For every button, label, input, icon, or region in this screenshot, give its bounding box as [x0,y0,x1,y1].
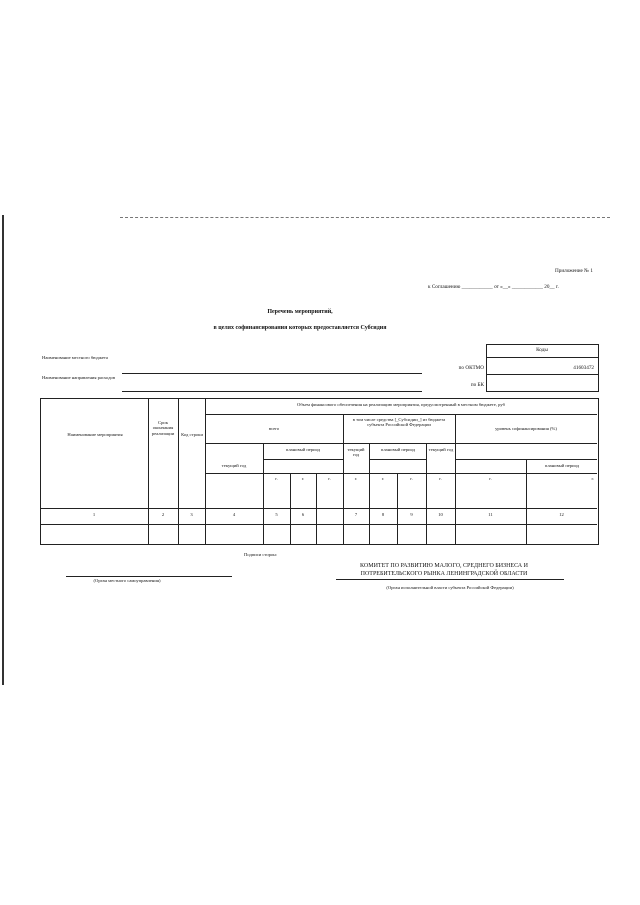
col-term-header: Срок окончания реализации [151,420,175,436]
measures-table [40,398,599,545]
col-level-header: уровень софинансирования (%) [495,426,557,431]
planned-period-total: плановый период [285,447,321,452]
table-vline [369,443,370,544]
table-vline [290,473,291,544]
budget-label: Наименование местного бюджета [42,355,108,360]
table-vline [148,398,149,544]
year-cell: г. [275,476,278,481]
col-name-header: Наименование мероприятия [67,432,123,437]
committee-name: КОМИТЕТ ПО РАЗВИТИЮ МАЛОГО, СРЕДНЕГО БИЗНЕСА И ПОТРЕБИТЕЛЬСКОГО РЫНКА ЛЕНИНГРАДСКОЙ ОБЛАСТИ [360,563,528,577]
local-sign-line [66,576,232,577]
table-hline [205,414,597,415]
table-vline [526,459,527,544]
planned-period-incl: плановый период [380,447,416,452]
agreement-ref: к Соглашению ____________ от «__» ____________ 20__ г. [428,284,559,290]
bk-label: по БК [470,382,484,388]
col-number: 4 [232,512,236,517]
year-cell: г. [591,476,594,481]
planned-period-level: плановый период [544,463,580,468]
table-hline [369,459,426,460]
title-line2: в целях софинансирования которых предоставляется Субсидия [213,325,387,331]
col-number: 9 [410,512,413,517]
col-number: 12 [559,512,564,517]
oktmo-label: по ОКТМО [458,365,484,371]
col-number: 11 [488,512,493,517]
col-number: 1 [92,512,96,517]
col-number: 2 [161,512,165,517]
col-code-header: Код строки [181,432,203,437]
year-cell: г. [489,476,492,481]
year-cell: г. [439,476,442,481]
title-line1: Перечень мероприятий, [267,309,333,315]
year-cell: г. [328,476,331,481]
current-year-incl: текущий год [347,447,365,458]
table-hline [40,524,597,525]
col-total-header: всего [268,426,280,431]
direction-label: Наименование направления расходов [42,375,116,380]
local-org-caption: (Орган местного самоуправления) [93,578,161,583]
table-vline [205,398,206,544]
year-cell: г. [301,476,305,481]
codes-sep2 [486,374,598,375]
current-year-level: текущий год [428,447,454,452]
col-number: 7 [354,512,358,517]
exec-org-caption: (Орган исполнительной власти субъекта Российской Федерации) [386,585,514,590]
col-number: 3 [190,512,193,517]
table-hline [263,459,343,460]
col-volume-header: Объем финансового обеспечения на реализацию мероприятия, предусмотренный в местном бюджете, руб [297,402,505,407]
budget-underline [122,373,422,374]
col-number: 5 [275,512,278,517]
table-vline [178,398,179,544]
codes-label: Коды [536,347,548,353]
table-vline [263,443,264,544]
current-year-total: текущий год [221,463,247,468]
table-vline [426,443,427,544]
direction-underline [122,391,422,392]
exec-sign-line [336,579,564,580]
col-number: 10 [438,512,443,517]
col-number: 6 [301,512,305,517]
oktmo-value: 41603472 [573,365,594,371]
table-vline [397,473,398,544]
year-cell: г. [410,476,413,481]
col-number: 8 [381,512,385,517]
col-incl-header: в том числе средства [_Субсидии_] из бюджета субъекта Российской Федерации [352,417,446,428]
table-vline [316,473,317,544]
codes-sep1 [486,357,598,358]
signatures-label: Подписи сторон: [244,552,277,557]
appendix-label: Приложение № 1 [555,268,593,274]
scan-edge-line [120,217,610,218]
table-hline [40,508,597,509]
year-cell: г. [381,476,385,481]
scan-left-border [2,215,4,685]
year-cell: г. [354,476,358,481]
